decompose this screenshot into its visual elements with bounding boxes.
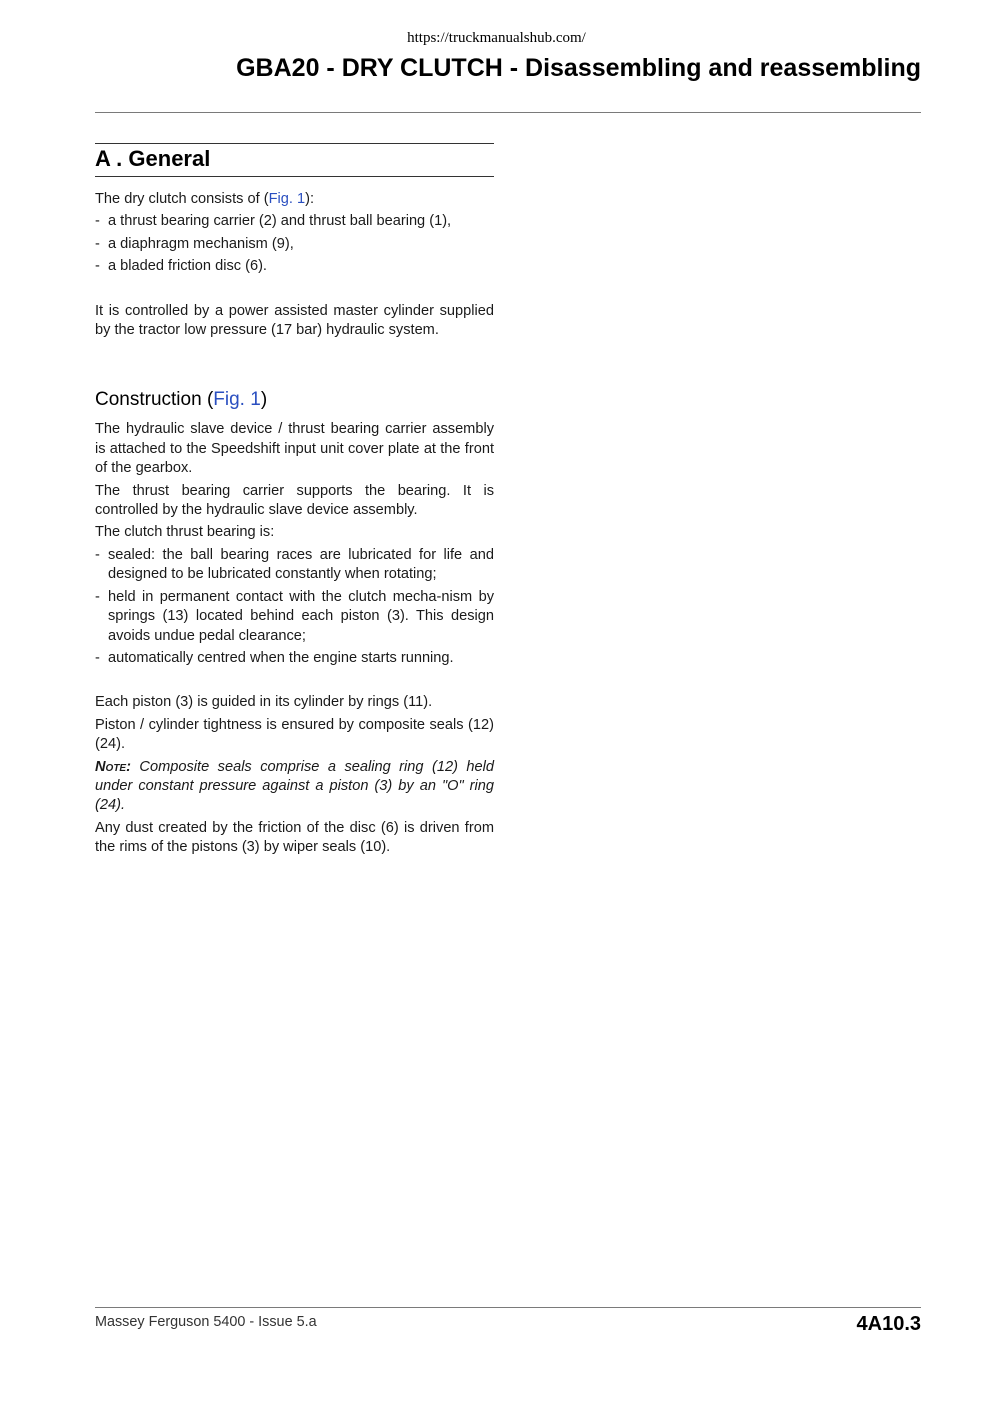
control-paragraph: It is controlled by a power assisted master cylinder supplied by the tractor low pressure (17 bar) hydraulic system. — [95, 302, 494, 339]
dust-paragraph: Any dust created by the friction of the disc (6) is driven from the rims of the pistons (3) by wiper seals (10). — [95, 819, 494, 856]
note-paragraph — [95, 758, 494, 816]
intro-paragraph — [95, 190, 494, 209]
list-item-text: held in permanent contact with the clutch mecha-nism by springs (13) located behind each piston (3). This design avoids undue pedal clearance; — [108, 588, 494, 644]
main-column — [95, 143, 494, 861]
note-label: Note: — [95, 758, 131, 775]
subheading-suffix: ) — [260, 389, 268, 411]
list-item-text: a diaphragm mechanism (9), — [108, 235, 294, 252]
subheading-prefix: Construction ( — [95, 389, 214, 411]
list-item: - a thrust bearing carrier (2) and thrust ball bearing (1), — [95, 213, 452, 230]
component-list — [95, 212, 494, 276]
list-item-text: sealed: the ball bearing races are lubricated for life and designed to be lubricated constantly when rotating; — [108, 546, 494, 583]
note-text: Composite seals comprise a sealing ring (12) held under constant pressure against a piston (3) by an "O" ring (24). — [95, 758, 494, 814]
header-divider — [95, 112, 921, 113]
source-url: https://truckmanualshub.com/ — [407, 30, 586, 46]
bearing-list — [95, 546, 494, 668]
construction-paragraph: The hydraulic slave device / thrust bearing carrier assembly is attached to the Speedshift input unit cover plate at the front of the gearbox. — [95, 421, 494, 477]
section-heading-general: A . General — [95, 143, 494, 177]
figure-link[interactable]: Fig. 1 — [213, 389, 261, 411]
list-item: - a diaphragm mechanism (9), — [95, 235, 294, 252]
construction-paragraph: The thrust bearing carrier supports the bearing. It is controlled by the hydraulic slave device assembly. — [95, 482, 494, 519]
intro-prefix: The dry clutch consists of ( — [95, 191, 269, 207]
list-item: - automatically centred when the engine starts running. — [95, 649, 454, 666]
footer-publication: Massey Ferguson 5400 - Issue 5.a — [95, 1314, 317, 1330]
piston-paragraph: Each piston (3) is guided in its cylinder by rings (11). — [95, 694, 433, 711]
footer-divider — [95, 1307, 921, 1308]
list-item-text: a thrust bearing carrier (2) and thrust ball bearing (1), — [108, 213, 452, 230]
list-item: - sealed: the ball bearing races are lubricated for life and designed to be lubricated constantly when rotating; — [95, 546, 494, 583]
page-number: 4A10.3 — [856, 1313, 921, 1335]
list-item: - a bladed friction disc (6). — [95, 258, 267, 275]
list-item: - held in permanent contact with the clutch mecha-nism by springs (13) located behind each piston (3). This design avoids undue pedal clearance; — [95, 588, 494, 644]
figure-link[interactable]: Fig. 1 — [268, 191, 306, 207]
seal-paragraph: Piston / cylinder tightness is ensured by composite seals (12) (24). — [95, 716, 494, 753]
construction-paragraph: The clutch thrust bearing is: — [95, 524, 275, 541]
intro-suffix: ): — [305, 191, 314, 207]
list-item-text: a bladed friction disc (6). — [108, 258, 267, 275]
page-title: GBA20 - DRY CLUTCH - Disassembling and reassembling — [236, 54, 921, 82]
subheading-construction — [95, 388, 494, 412]
list-item-text: automatically centred when the engine starts running. — [108, 649, 454, 666]
